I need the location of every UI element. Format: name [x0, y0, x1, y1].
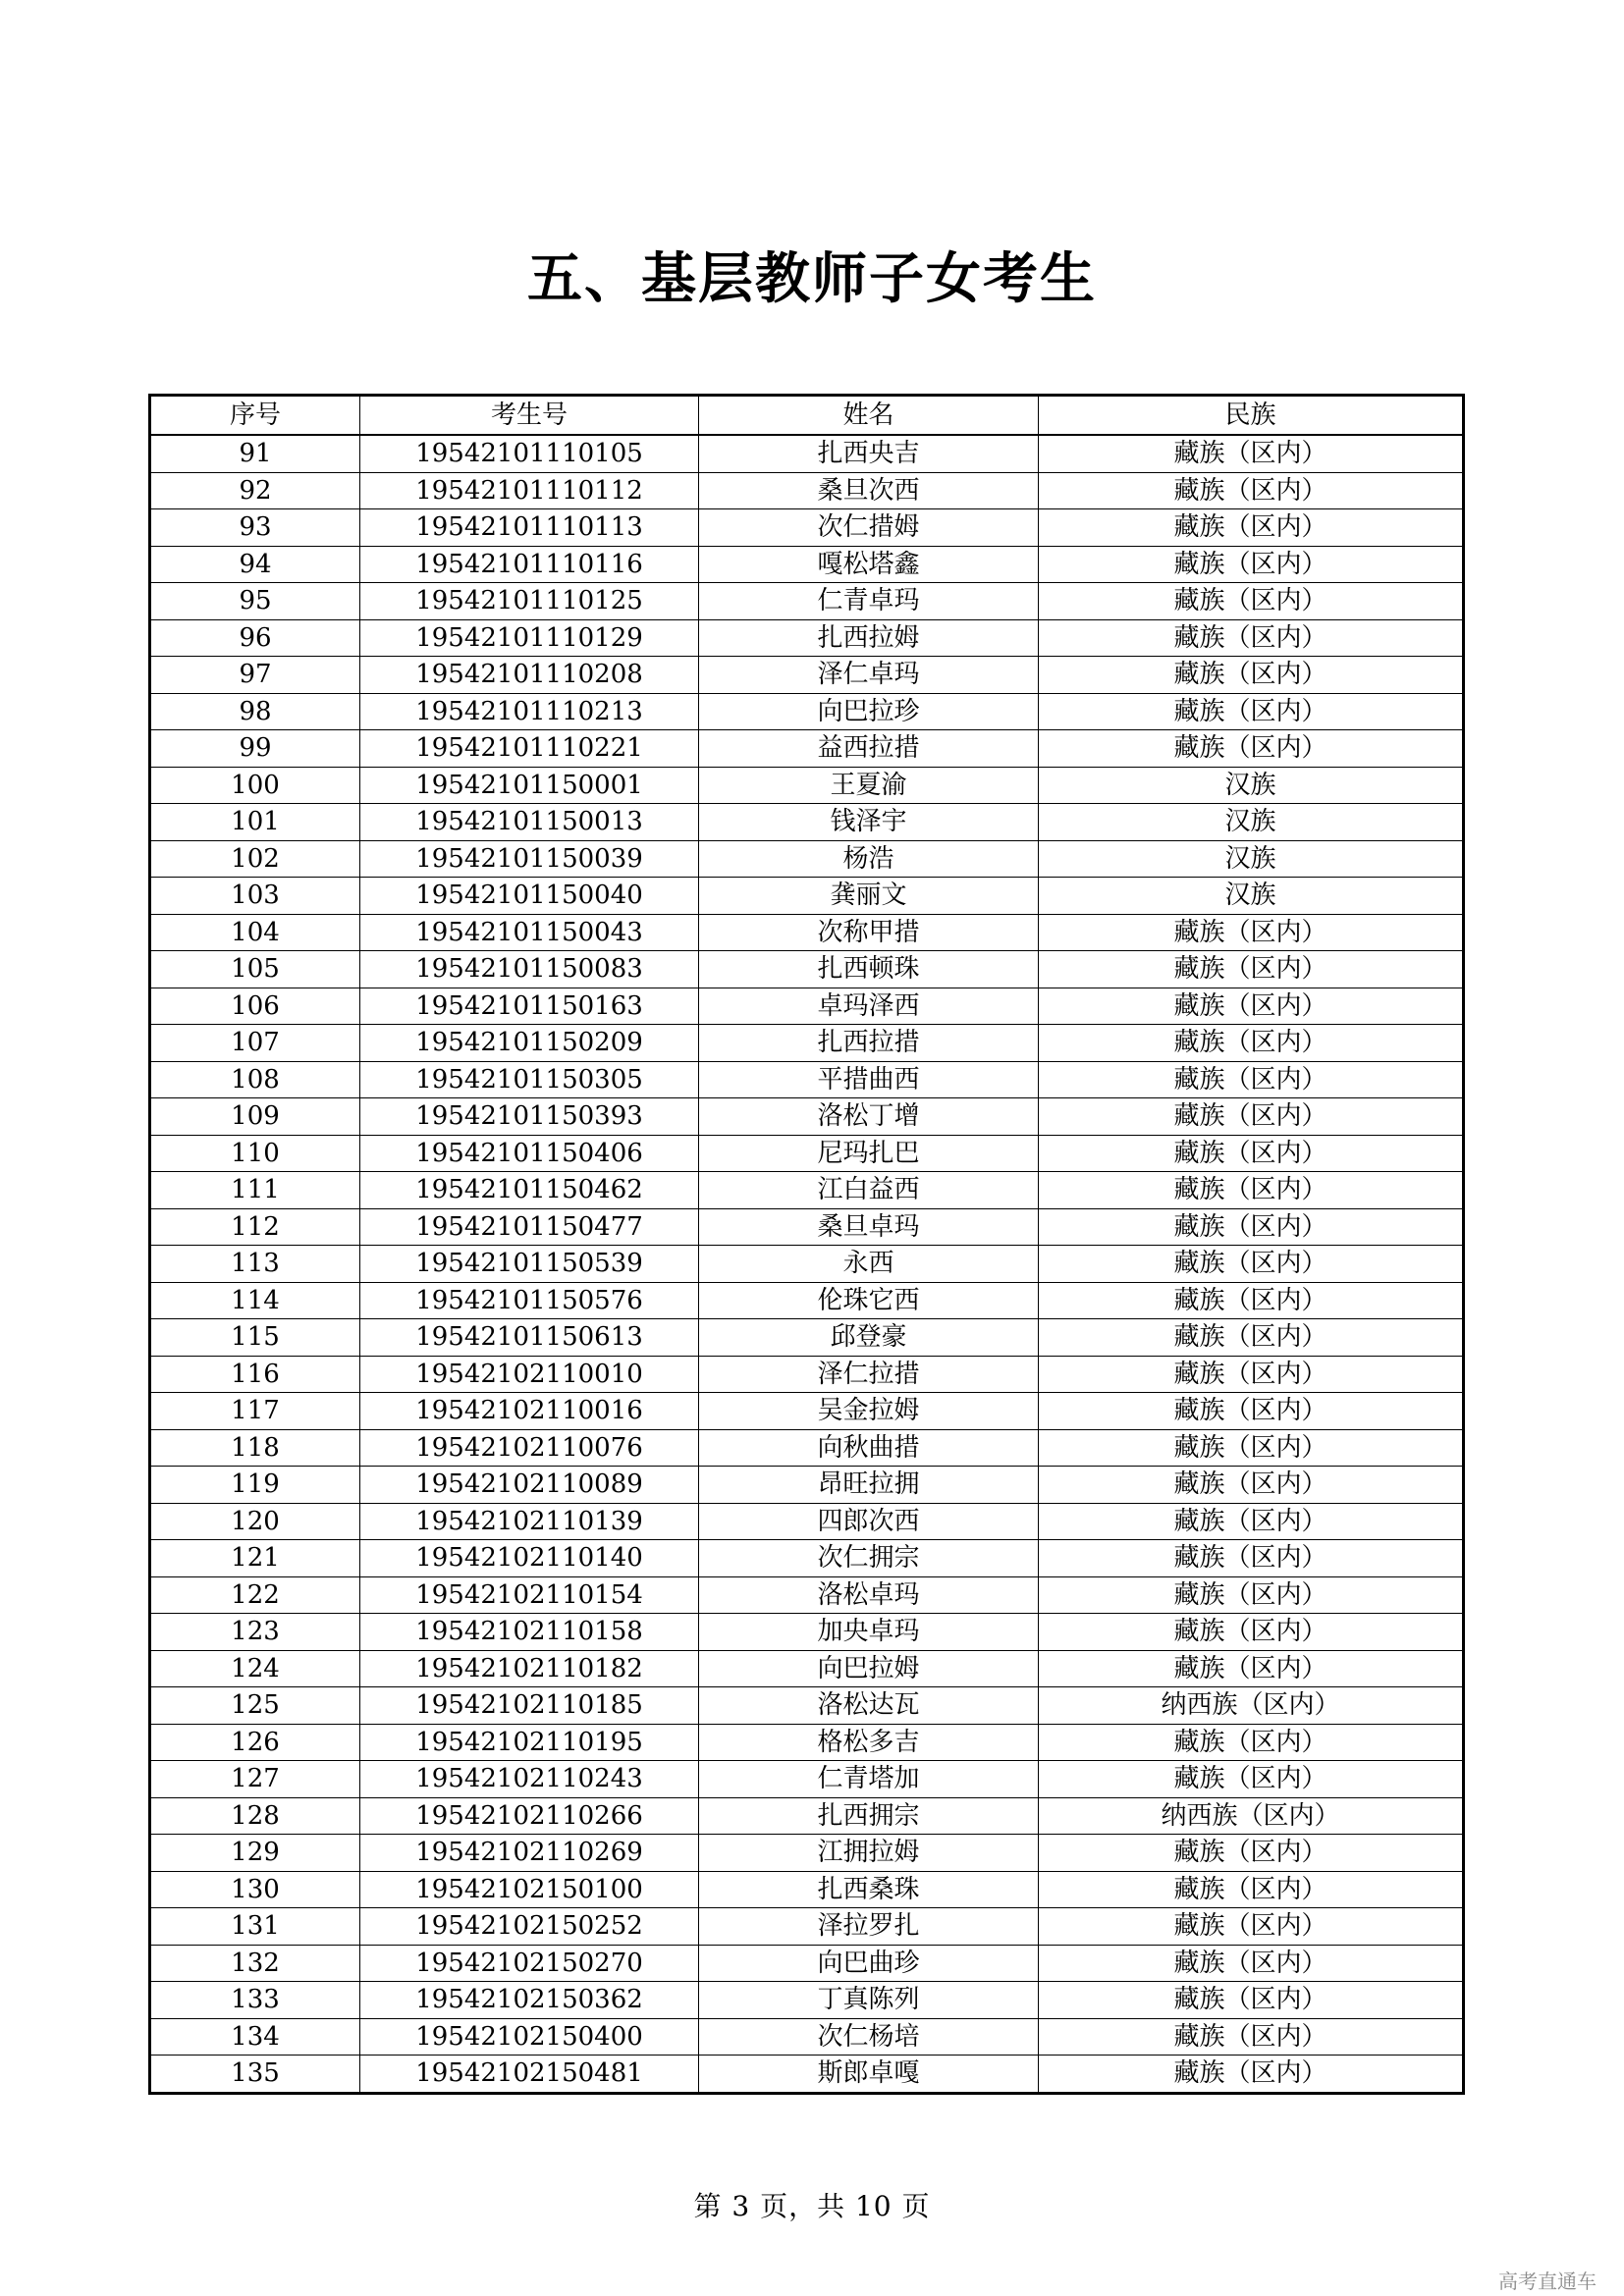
- table-row: [150, 914, 1464, 951]
- candidate-table: [148, 394, 1465, 2095]
- cell-exam-id: 19542101150539: [360, 1246, 699, 1283]
- cell-seq: 112: [150, 1208, 360, 1246]
- cell-ethnicity: 藏族（区内）: [1039, 1614, 1464, 1651]
- cell-name: 四郎次西: [699, 1503, 1039, 1540]
- cell-ethnicity: 藏族（区内）: [1039, 1982, 1464, 2019]
- page-footer: 第 3 页，共 10 页: [693, 2190, 931, 2222]
- cell-exam-id: 19542101150406: [360, 1135, 699, 1172]
- cell-exam-id: 19542101110112: [360, 472, 699, 509]
- cell-name: 杨浩: [699, 840, 1039, 878]
- cell-seq: 99: [150, 730, 360, 768]
- cell-name: 次仁拥宗: [699, 1540, 1039, 1577]
- cell-ethnicity: 纳西族（区内）: [1039, 1687, 1464, 1725]
- cell-ethnicity: 藏族（区内）: [1039, 1761, 1464, 1798]
- cell-exam-id: 19542101110105: [360, 435, 699, 472]
- table-row: [150, 1982, 1464, 2019]
- cell-seq: 123: [150, 1614, 360, 1651]
- table-row: [150, 1576, 1464, 1614]
- cell-seq: 121: [150, 1540, 360, 1577]
- table-row: [150, 1614, 1464, 1651]
- cell-name: 斯郎卓嘎: [699, 2056, 1039, 2094]
- cell-seq: 105: [150, 951, 360, 988]
- cell-ethnicity: 藏族（区内）: [1039, 583, 1464, 620]
- table-row: [150, 767, 1464, 804]
- cell-name: 洛松达瓦: [699, 1687, 1039, 1725]
- cell-exam-id: 19542102110158: [360, 1614, 699, 1651]
- cell-exam-id: 19542101110116: [360, 546, 699, 583]
- cell-seq: 128: [150, 1797, 360, 1835]
- cell-seq: 111: [150, 1172, 360, 1209]
- cell-exam-id: 19542102110139: [360, 1503, 699, 1540]
- cell-seq: 92: [150, 472, 360, 509]
- cell-name: 仁青卓玛: [699, 583, 1039, 620]
- cell-seq: 126: [150, 1724, 360, 1761]
- cell-exam-id: 19542101150477: [360, 1208, 699, 1246]
- cell-ethnicity: 藏族（区内）: [1039, 619, 1464, 657]
- table-body: [150, 435, 1464, 2093]
- cell-seq: 101: [150, 804, 360, 841]
- cell-seq: 109: [150, 1098, 360, 1136]
- table-row: [150, 1135, 1464, 1172]
- cell-exam-id: 19542101150163: [360, 988, 699, 1025]
- cell-exam-id: 19542102110185: [360, 1687, 699, 1725]
- cell-name: 向巴拉珍: [699, 693, 1039, 730]
- cell-name: 次仁杨培: [699, 2018, 1039, 2056]
- cell-exam-id: 19542101150013: [360, 804, 699, 841]
- cell-name: 扎西央吉: [699, 435, 1039, 472]
- cell-seq: 115: [150, 1319, 360, 1357]
- cell-exam-id: 19542101150043: [360, 914, 699, 951]
- cell-seq: 132: [150, 1945, 360, 1982]
- table-row: [150, 988, 1464, 1025]
- cell-exam-id: 19542102150252: [360, 1908, 699, 1946]
- cell-ethnicity: 藏族（区内）: [1039, 2056, 1464, 2094]
- cell-seq: 130: [150, 1871, 360, 1908]
- cell-seq: 129: [150, 1835, 360, 1872]
- cell-ethnicity: 汉族: [1039, 767, 1464, 804]
- cell-ethnicity: 藏族（区内）: [1039, 1135, 1464, 1172]
- cell-seq: 120: [150, 1503, 360, 1540]
- cell-ethnicity: 藏族（区内）: [1039, 1098, 1464, 1136]
- table-row: [150, 583, 1464, 620]
- cell-name: 泽仁拉措: [699, 1356, 1039, 1393]
- cell-name: 向巴曲珍: [699, 1945, 1039, 1982]
- table-row: [150, 1319, 1464, 1357]
- cell-exam-id: 19542102110182: [360, 1650, 699, 1687]
- table-row: [150, 435, 1464, 472]
- cell-exam-id: 19542101150462: [360, 1172, 699, 1209]
- cell-name: 永西: [699, 1246, 1039, 1283]
- cell-ethnicity: 藏族（区内）: [1039, 509, 1464, 547]
- cell-ethnicity: 汉族: [1039, 878, 1464, 915]
- cell-seq: 94: [150, 546, 360, 583]
- cell-ethnicity: 藏族（区内）: [1039, 1246, 1464, 1283]
- cell-seq: 98: [150, 693, 360, 730]
- cell-exam-id: 19542102110154: [360, 1576, 699, 1614]
- cell-exam-id: 19542102150362: [360, 1982, 699, 2019]
- table-row: [150, 1503, 1464, 1540]
- table-row: [150, 878, 1464, 915]
- table-row: [150, 1871, 1464, 1908]
- cell-ethnicity: 藏族（区内）: [1039, 2018, 1464, 2056]
- cell-ethnicity: 藏族（区内）: [1039, 951, 1464, 988]
- cell-ethnicity: 藏族（区内）: [1039, 1467, 1464, 1504]
- cell-ethnicity: 藏族（区内）: [1039, 988, 1464, 1025]
- cell-name: 仁青塔加: [699, 1761, 1039, 1798]
- cell-ethnicity: 藏族（区内）: [1039, 730, 1464, 768]
- cell-ethnicity: 藏族（区内）: [1039, 657, 1464, 694]
- cell-ethnicity: 藏族（区内）: [1039, 435, 1464, 472]
- cell-ethnicity: 藏族（区内）: [1039, 1724, 1464, 1761]
- cell-seq: 95: [150, 583, 360, 620]
- cell-seq: 113: [150, 1246, 360, 1283]
- cell-seq: 106: [150, 988, 360, 1025]
- table-row: [150, 951, 1464, 988]
- cell-name: 次称甲措: [699, 914, 1039, 951]
- cell-name: 吴金拉姆: [699, 1393, 1039, 1430]
- cell-exam-id: 19542102110010: [360, 1356, 699, 1393]
- cell-ethnicity: 藏族（区内）: [1039, 1356, 1464, 1393]
- cell-seq: 124: [150, 1650, 360, 1687]
- cell-name: 尼玛扎巴: [699, 1135, 1039, 1172]
- cell-name: 洛松卓玛: [699, 1576, 1039, 1614]
- cell-name: 向巴拉姆: [699, 1650, 1039, 1687]
- cell-exam-id: 19542102110266: [360, 1797, 699, 1835]
- cell-ethnicity: 藏族（区内）: [1039, 1908, 1464, 1946]
- cell-name: 江拥拉姆: [699, 1835, 1039, 1872]
- cell-exam-id: 19542102110016: [360, 1393, 699, 1430]
- table-row: [150, 1282, 1464, 1319]
- cell-exam-id: 19542101110213: [360, 693, 699, 730]
- cell-ethnicity: 藏族（区内）: [1039, 1282, 1464, 1319]
- table-row: [150, 1945, 1464, 1982]
- cell-name: 泽仁卓玛: [699, 657, 1039, 694]
- cell-name: 洛松丁增: [699, 1098, 1039, 1136]
- cell-name: 王夏渝: [699, 767, 1039, 804]
- cell-seq: 100: [150, 767, 360, 804]
- cell-name: 丁真陈列: [699, 1982, 1039, 2019]
- cell-name: 益西拉措: [699, 730, 1039, 768]
- cell-ethnicity: 藏族（区内）: [1039, 1871, 1464, 1908]
- header-exam-id: 考生号: [360, 396, 699, 436]
- cell-seq: 127: [150, 1761, 360, 1798]
- cell-seq: 102: [150, 840, 360, 878]
- cell-name: 泽拉罗扎: [699, 1908, 1039, 1946]
- table-row: [150, 472, 1464, 509]
- cell-name: 昂旺拉拥: [699, 1467, 1039, 1504]
- page-title: 五、基层教师子女考生: [527, 247, 1097, 311]
- cell-exam-id: 19542101150576: [360, 1282, 699, 1319]
- cell-exam-id: 19542101150305: [360, 1061, 699, 1098]
- cell-ethnicity: 藏族（区内）: [1039, 1393, 1464, 1430]
- table-row: [150, 1356, 1464, 1393]
- watermark: 高考直通车: [1498, 2269, 1597, 2293]
- cell-exam-id: 19542101110208: [360, 657, 699, 694]
- cell-seq: 131: [150, 1908, 360, 1946]
- table-row: [150, 1687, 1464, 1725]
- cell-ethnicity: 汉族: [1039, 840, 1464, 878]
- table-header: [150, 396, 1464, 436]
- table-row: [150, 1172, 1464, 1209]
- cell-name: 桑旦卓玛: [699, 1208, 1039, 1246]
- table-row: [150, 1467, 1464, 1504]
- cell-exam-id: 19542102110243: [360, 1761, 699, 1798]
- table-row: [150, 1724, 1464, 1761]
- cell-name: 卓玛泽西: [699, 988, 1039, 1025]
- table-row: [150, 1098, 1464, 1136]
- cell-exam-id: 19542101110129: [360, 619, 699, 657]
- cell-exam-id: 19542101150039: [360, 840, 699, 878]
- cell-name: 伦珠它西: [699, 1282, 1039, 1319]
- cell-exam-id: 19542101110113: [360, 509, 699, 547]
- table-row: [150, 619, 1464, 657]
- cell-seq: 103: [150, 878, 360, 915]
- cell-seq: 114: [150, 1282, 360, 1319]
- header-seq: 序号: [150, 396, 360, 436]
- table-row: [150, 1797, 1464, 1835]
- cell-name: 龚丽文: [699, 878, 1039, 915]
- cell-seq: 116: [150, 1356, 360, 1393]
- cell-exam-id: 19542101150001: [360, 767, 699, 804]
- cell-ethnicity: 藏族（区内）: [1039, 1208, 1464, 1246]
- table-row: [150, 2018, 1464, 2056]
- cell-ethnicity: 藏族（区内）: [1039, 1503, 1464, 1540]
- table-row: [150, 2056, 1464, 2094]
- cell-exam-id: 19542101150393: [360, 1098, 699, 1136]
- cell-seq: 117: [150, 1393, 360, 1430]
- cell-seq: 122: [150, 1576, 360, 1614]
- cell-exam-id: 19542102150270: [360, 1945, 699, 1982]
- table-row: [150, 657, 1464, 694]
- table-row: [150, 1835, 1464, 1872]
- cell-ethnicity: 汉族: [1039, 804, 1464, 841]
- cell-name: 扎西拉姆: [699, 619, 1039, 657]
- cell-name: 向秋曲措: [699, 1429, 1039, 1467]
- cell-exam-id: 19542101150613: [360, 1319, 699, 1357]
- cell-seq: 133: [150, 1982, 360, 2019]
- cell-ethnicity: 藏族（区内）: [1039, 693, 1464, 730]
- cell-seq: 104: [150, 914, 360, 951]
- cell-seq: 125: [150, 1687, 360, 1725]
- cell-seq: 107: [150, 1025, 360, 1062]
- cell-exam-id: 19542102110195: [360, 1724, 699, 1761]
- cell-exam-id: 19542101150040: [360, 878, 699, 915]
- cell-ethnicity: 藏族（区内）: [1039, 1061, 1464, 1098]
- cell-name: 邱登豪: [699, 1319, 1039, 1357]
- cell-exam-id: 19542102150400: [360, 2018, 699, 2056]
- cell-name: 次仁措姆: [699, 509, 1039, 547]
- cell-exam-id: 19542101110221: [360, 730, 699, 768]
- header-ethnicity: 民族: [1039, 396, 1464, 436]
- cell-name: 平措曲西: [699, 1061, 1039, 1098]
- table-row: [150, 730, 1464, 768]
- table-row: [150, 1429, 1464, 1467]
- table-row: [150, 840, 1464, 878]
- cell-ethnicity: 纳西族（区内）: [1039, 1797, 1464, 1835]
- table-row: [150, 1208, 1464, 1246]
- table-row: [150, 1650, 1464, 1687]
- cell-name: 嘎松塔鑫: [699, 546, 1039, 583]
- table-row: [150, 546, 1464, 583]
- cell-ethnicity: 藏族（区内）: [1039, 1429, 1464, 1467]
- table-row: [150, 693, 1464, 730]
- cell-name: 扎西顿珠: [699, 951, 1039, 988]
- cell-seq: 119: [150, 1467, 360, 1504]
- cell-name: 扎西拥宗: [699, 1797, 1039, 1835]
- cell-exam-id: 19542102110076: [360, 1429, 699, 1467]
- cell-ethnicity: 藏族（区内）: [1039, 1650, 1464, 1687]
- header-row: [150, 396, 1464, 436]
- cell-name: 扎西拉措: [699, 1025, 1039, 1062]
- cell-ethnicity: 藏族（区内）: [1039, 1835, 1464, 1872]
- cell-seq: 135: [150, 2056, 360, 2094]
- cell-ethnicity: 藏族（区内）: [1039, 1319, 1464, 1357]
- cell-seq: 118: [150, 1429, 360, 1467]
- cell-name: 格松多吉: [699, 1724, 1039, 1761]
- cell-name: 扎西桑珠: [699, 1871, 1039, 1908]
- table-row: [150, 509, 1464, 547]
- table-row: [150, 1908, 1464, 1946]
- header-name: 姓名: [699, 396, 1039, 436]
- cell-exam-id: 19542102110269: [360, 1835, 699, 1872]
- cell-exam-id: 19542101110125: [360, 583, 699, 620]
- table-row: [150, 1540, 1464, 1577]
- cell-ethnicity: 藏族（区内）: [1039, 546, 1464, 583]
- cell-seq: 93: [150, 509, 360, 547]
- cell-ethnicity: 藏族（区内）: [1039, 1540, 1464, 1577]
- cell-name: 桑旦次西: [699, 472, 1039, 509]
- cell-exam-id: 19542102110140: [360, 1540, 699, 1577]
- cell-seq: 110: [150, 1135, 360, 1172]
- cell-seq: 91: [150, 435, 360, 472]
- cell-ethnicity: 藏族（区内）: [1039, 1025, 1464, 1062]
- cell-exam-id: 19542101150083: [360, 951, 699, 988]
- table-row: [150, 1393, 1464, 1430]
- cell-seq: 108: [150, 1061, 360, 1098]
- table-row: [150, 1761, 1464, 1798]
- cell-name: 加央卓玛: [699, 1614, 1039, 1651]
- table-row: [150, 1246, 1464, 1283]
- cell-exam-id: 19542102110089: [360, 1467, 699, 1504]
- cell-name: 江白益西: [699, 1172, 1039, 1209]
- cell-name: 钱泽宇: [699, 804, 1039, 841]
- cell-ethnicity: 藏族（区内）: [1039, 1576, 1464, 1614]
- table-row: [150, 1025, 1464, 1062]
- cell-ethnicity: 藏族（区内）: [1039, 1172, 1464, 1209]
- cell-ethnicity: 藏族（区内）: [1039, 472, 1464, 509]
- cell-exam-id: 19542101150209: [360, 1025, 699, 1062]
- table-row: [150, 804, 1464, 841]
- cell-seq: 97: [150, 657, 360, 694]
- cell-ethnicity: 藏族（区内）: [1039, 914, 1464, 951]
- table-row: [150, 1061, 1464, 1098]
- cell-exam-id: 19542102150100: [360, 1871, 699, 1908]
- cell-seq: 134: [150, 2018, 360, 2056]
- cell-ethnicity: 藏族（区内）: [1039, 1945, 1464, 1982]
- cell-seq: 96: [150, 619, 360, 657]
- cell-exam-id: 19542102150481: [360, 2056, 699, 2094]
